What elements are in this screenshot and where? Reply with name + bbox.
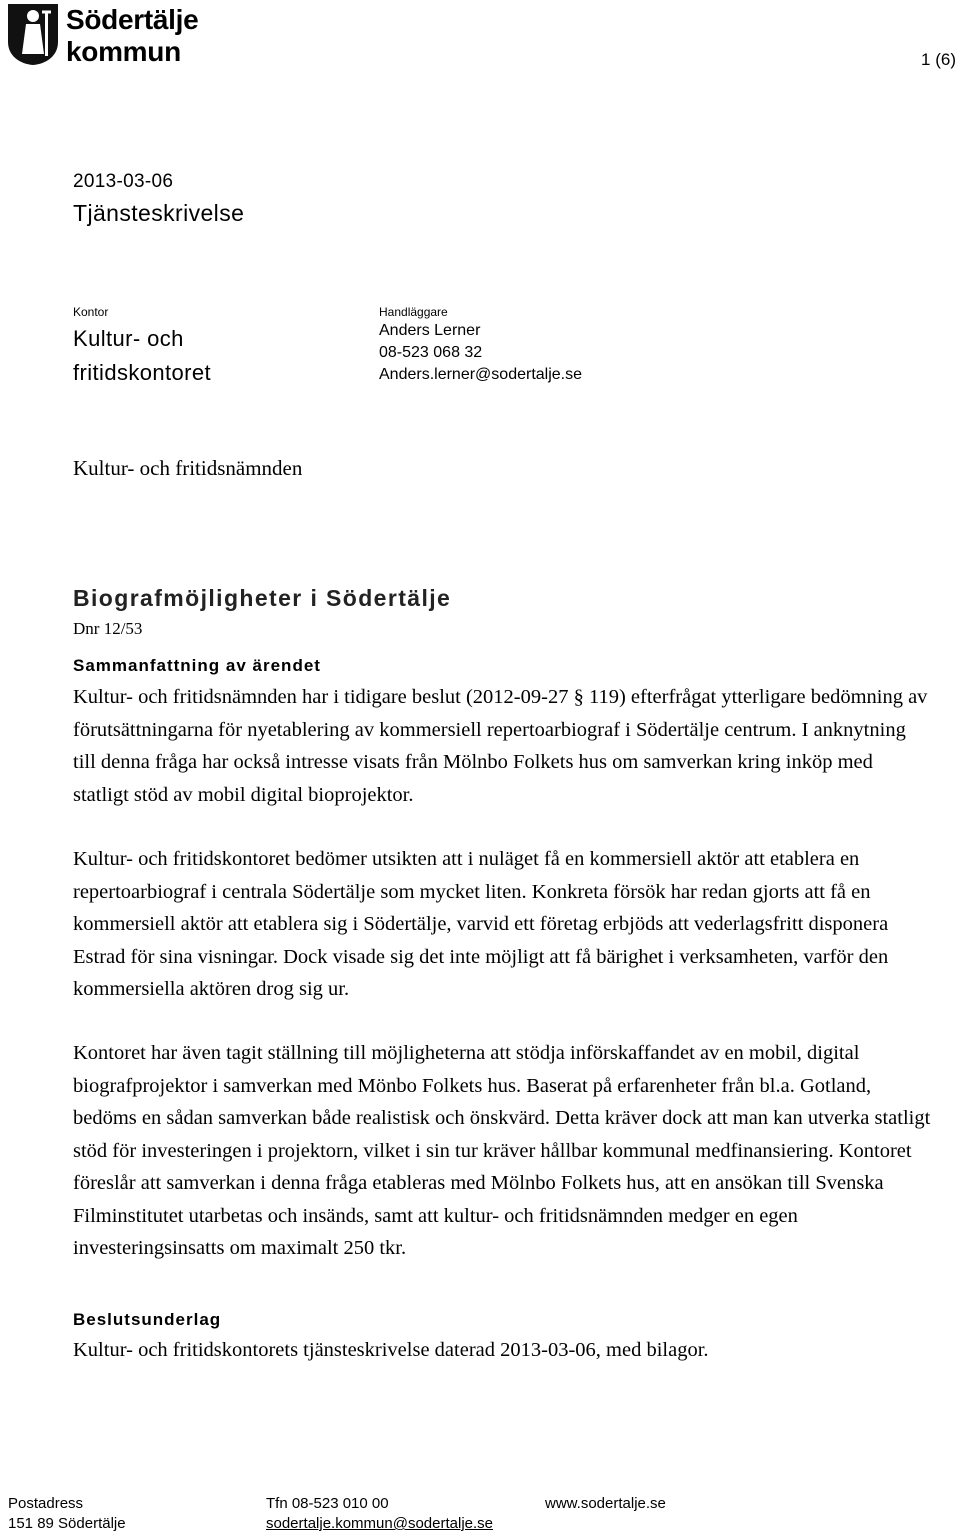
page-number: 1 (6) [921,50,956,69]
footer-email-link[interactable]: sodertalje.kommun@sodertalje.se [266,1515,493,1532]
org-name [66,4,198,68]
footer-postal-label: Postadress [8,1495,84,1512]
footer-postal-address: 151 89 Södertälje [8,1515,126,1532]
office-name-line1: Kultur- och [73,326,184,351]
summary-paragraph-1: Kultur- och fritidsnämnden har i tidigare beslut (2012-09-27 § 119) efterfrågat ytterligare bedömning av förutsättningarna för nyetablering av kommersiell repertoarbiograf i Södertälje centrum. I anknytning till denna fråga har också intresse visats från Mölnbo Folkets hus om samverkan kring inköp med statligt stöd av mobil digital bioprojektor. [73,686,928,806]
coat-of-arms-icon [6,2,60,66]
footer-contact [266,1494,493,1534]
basis-text: Kultur- och fritidskontorets tjänsteskrivelse daterad 2013-03-06, med bilagor. [73,1339,709,1361]
handler-email[interactable]: Anders.lerner@sodertalje.se [379,366,583,383]
office-label: Kontor [73,305,109,319]
org-name-line2: kommun [66,36,181,67]
handler-name: Anders Lerner [379,322,481,339]
office-name-line2: fritidskontoret [73,360,212,385]
document-date: 2013-03-06 [73,171,174,192]
footer-phone: Tfn 08-523 010 00 [266,1495,389,1512]
footer-website[interactable]: www.sodertalje.se [545,1495,666,1512]
summary-paragraph-2: Kultur- och fritidskontoret bedömer utsikten att i nuläget få en kommersiell aktör att etablera en repertoarbiograf i centrala Södertälje som mycket liten. Konkreta försök har redan gjorts att få en kommersiell aktör att etablera sig i Södertälje, varvid ett företag erbjöds att vederlagsfritt disponera Estrad för sina visningar. Dock visade sig det inte möjligt att få bärighet i verksamheten, varför den kommersiella aktören drog sig ur. [73,848,889,1000]
handler-label: Handläggare [379,305,448,319]
summary-heading: Sammanfattning av ärendet [73,656,321,675]
footer-postal [8,1494,126,1534]
handler-info [379,320,582,386]
document-title: Biografmöjligheter i Södertälje [73,585,452,611]
recipient: Kultur- och fritidsnämnden [73,456,303,480]
basis-heading: Beslutsunderlag [73,1310,222,1329]
handler-phone: 08-523 068 32 [379,344,483,361]
document-type: Tjänsteskrivelse [73,200,245,226]
office-name [73,322,211,390]
case-number: Dnr 12/53 [73,619,143,638]
org-name-line1: Södertälje [66,4,199,35]
summary-paragraph-3: Kontoret har även tagit ställning till möjligheterna att stödja införskaffandet av en mobil, digital biografprojektor i samverkan med Mönbo Folkets hus. Baserat på erfarenheter från bl.a. Gotland, bedöms en sådan samverkan både realistisk och önskvärd. Detta kräver dock att man kan utverka statligt stöd för investeringen i projektorn, vilket i sin tur kräver hållbar kommunal medfinansiering. Kontoret föreslår att samverkan i denna fråga etableras med Mölnbo Folkets hus, att en ansökan till Svenska Filminstitutet utarbetas och insänds, samt att kultur- och fritidsnämnden medger en egen investeringsinsatts om maximalt 250 tkr. [73,1042,931,1259]
